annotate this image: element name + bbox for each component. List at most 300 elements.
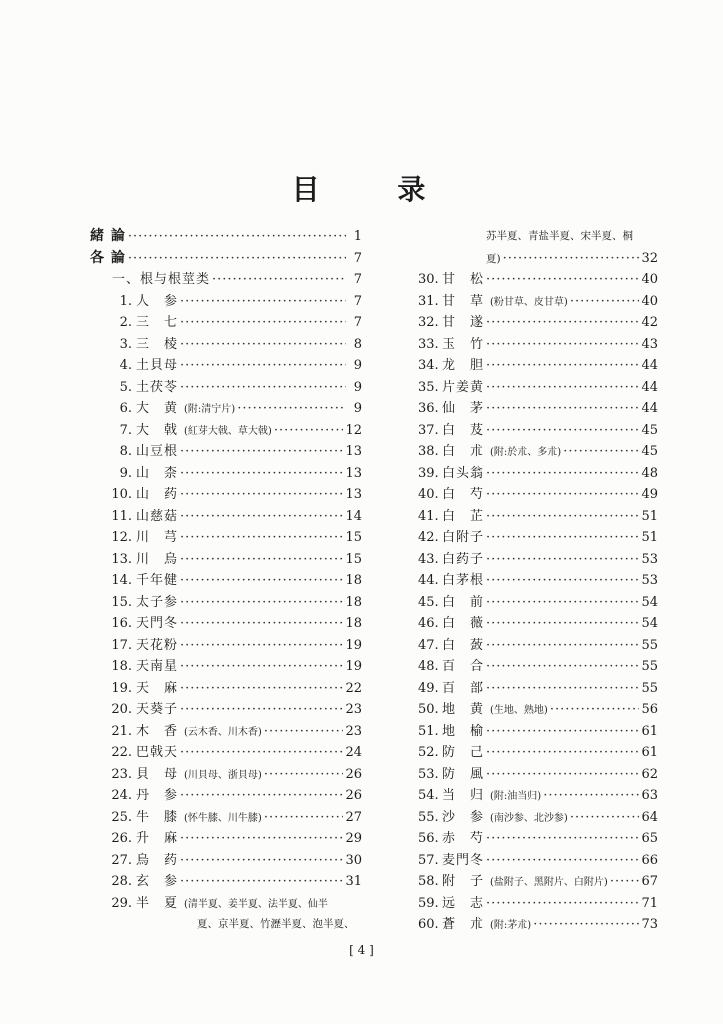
toc-entry-number: 9.: [119, 465, 132, 481]
toc-leader-dots: [486, 656, 639, 678]
toc-leader-dots: [533, 914, 639, 936]
toc-entry-name: 牛 膝: [136, 809, 179, 825]
toc-entry-number: 42.: [418, 530, 439, 545]
toc-page-number: 7: [353, 293, 362, 309]
toc-page-number: 14: [345, 508, 362, 524]
toc-entry: [418, 742, 658, 764]
toc-entry: [90, 226, 362, 248]
toc-entry-name: 山慈菇: [136, 508, 179, 524]
toc-entry: [418, 656, 658, 678]
toc-entry-number: 31.: [418, 293, 439, 309]
toc-leader-dots: [180, 463, 343, 485]
toc-entry-name: 千年健: [136, 573, 179, 588]
toc-entry: [90, 549, 362, 571]
toc-entry: [90, 807, 362, 829]
toc-entry-name: 沙 参: [442, 809, 485, 825]
toc-leader-dots: [486, 828, 639, 850]
toc-page-number: 22: [345, 680, 362, 696]
toc-page-number: 51: [641, 508, 658, 524]
toc-page-number: 66: [641, 852, 658, 868]
toc-page-number: 7: [353, 315, 362, 330]
toc-entry-name: 巴戟天: [136, 745, 179, 760]
toc-entry: [418, 549, 658, 571]
toc-leader-dots: [180, 678, 343, 700]
toc-entry-number: 28.: [111, 874, 132, 889]
toc-entry-name: 仙 茅: [442, 401, 485, 416]
toc-leader-dots: [486, 527, 639, 549]
toc-page-number: 54: [641, 616, 658, 631]
toc-entry-name: 白茅根: [442, 573, 485, 588]
toc-entry-note: (生地、熟地): [490, 705, 548, 716]
toc-entry: [90, 592, 362, 614]
toc-entry-note: (怀牛膝、川牛膝): [184, 812, 262, 824]
toc-entry-name: 大 戟: [136, 422, 179, 438]
toc-leader-dots: [180, 291, 346, 313]
toc-entry-name: 丹 参: [136, 788, 179, 803]
toc-leader-dots: [274, 420, 344, 442]
toc-page-number: 27: [345, 809, 362, 825]
toc-entry-note: (附:清宁片): [184, 404, 236, 415]
toc-page-number: 61: [641, 723, 658, 739]
toc-entry-name: 白 芍: [442, 487, 485, 502]
toc-entry-name: 白药子: [442, 551, 485, 567]
toc-entry: [90, 742, 362, 764]
toc-entry: [90, 785, 362, 807]
toc-leader-dots: [543, 785, 639, 807]
toc-entry-number: 20.: [111, 702, 132, 717]
toc-leader-dots: [486, 721, 639, 743]
toc-leader-dots: [264, 807, 344, 829]
toc-entry-name: 白 芷: [442, 508, 485, 524]
toc-page-number: 61: [641, 745, 658, 760]
toc-entry: [418, 398, 658, 420]
toc-page-number: 1: [353, 229, 362, 244]
toc-continuation-line: 夏、京半夏、竹瀝半夏、泡半夏、: [197, 918, 355, 930]
toc-entry-name: 地 黄: [442, 702, 485, 717]
toc-entry: [418, 377, 658, 399]
toc-entry-number: 41.: [418, 508, 439, 524]
toc-entry-name: 白 蔹: [442, 637, 485, 653]
toc-page-number: 24: [345, 745, 362, 760]
toc-entry-number: 24.: [111, 788, 132, 803]
toc-entry-name: 天 麻: [136, 680, 179, 696]
toc-entry-number: 27.: [111, 852, 132, 868]
toc-entry-number: 4.: [119, 358, 132, 373]
toc-entry-name: 白 薇: [442, 616, 485, 631]
toc-leader-dots: [550, 699, 640, 721]
toc-entry-name: 土貝母: [136, 358, 179, 373]
toc-entry: [418, 463, 658, 485]
toc-entry-number: 14.: [111, 573, 132, 588]
toc-entry-name: 防 己: [442, 745, 485, 760]
toc-page-number: 71: [641, 895, 658, 911]
toc-leader-dots: [180, 570, 343, 592]
toc-leader-dots: [486, 269, 639, 291]
toc-page-number: 55: [641, 637, 658, 653]
toc-entry: [90, 613, 362, 635]
toc-page-number: 56: [641, 702, 658, 717]
toc-leader-dots: [180, 527, 343, 549]
toc-entry-name: 蒼 朮: [442, 917, 485, 932]
toc-entry-number: 40.: [418, 487, 439, 502]
toc-page-number: 40: [641, 293, 658, 309]
toc-entry-name: 貝 母: [136, 766, 179, 782]
toc-page-number: 13: [345, 487, 362, 502]
toc-entry: [418, 699, 658, 721]
toc-leader-dots: [486, 312, 639, 334]
toc-page-number: 51: [641, 530, 658, 545]
toc-entry-note: (盐附子、黑附片、白附片): [490, 877, 608, 888]
toc-entry: [418, 785, 658, 807]
toc-entry-number: 51.: [418, 723, 439, 739]
toc-entry: [418, 506, 658, 528]
toc-entry: [418, 420, 658, 442]
toc-entry-number: 16.: [111, 616, 132, 631]
toc-entry-name: 半 夏: [136, 895, 179, 911]
toc-entry: [418, 484, 658, 506]
toc-entry-number: 47.: [418, 637, 439, 653]
toc-entry-number: 13.: [111, 551, 132, 567]
toc-leader-dots: [486, 570, 639, 592]
toc-leader-dots: [486, 398, 639, 420]
toc-page-number: 26: [345, 788, 362, 803]
toc-entry: [90, 334, 362, 356]
toc-entry-number: 35.: [418, 379, 439, 395]
toc-entry: [90, 656, 362, 678]
toc-entry-number: 56.: [418, 831, 439, 846]
toc-page-number: 67: [641, 874, 658, 889]
toc-entry-number: 44.: [418, 573, 439, 588]
toc-leader-dots: [180, 699, 343, 721]
toc-entry-number: 33.: [418, 336, 439, 352]
toc-entry: [418, 893, 658, 915]
toc-page-number: 42: [641, 315, 658, 330]
toc-entry-number: 22.: [111, 745, 132, 760]
toc-entry-number: 3.: [119, 336, 132, 352]
toc-entry-number: 12.: [111, 530, 132, 545]
toc-page-number: 53: [641, 573, 658, 588]
toc-entry: [418, 914, 658, 936]
toc-heading: 緒 論: [90, 228, 126, 244]
toc-entry: [418, 248, 658, 270]
toc-page-number: 43: [641, 336, 658, 352]
toc-page-number: 30: [345, 852, 362, 868]
toc-entry: [90, 269, 362, 291]
toc-entry-number: 53.: [418, 766, 439, 782]
toc-page-number: 62: [641, 766, 658, 782]
toc-entry: [90, 699, 362, 721]
toc-leader-dots: [486, 355, 639, 377]
toc-leader-dots: [486, 592, 639, 614]
toc-entry-note: (附:於朮、多朮): [490, 447, 562, 458]
toc-entry-name: 川 芎: [136, 530, 179, 545]
toc-entry-name: 三 棱: [136, 336, 179, 352]
toc-entry: [418, 678, 658, 700]
toc-entry-name: 土茯苓: [136, 379, 179, 395]
toc-leader-dots: [180, 334, 346, 356]
toc-page-number: 9: [353, 379, 362, 395]
toc-entry-name: 玄 参: [136, 874, 179, 889]
toc-entry-name: 玉 竹: [442, 336, 485, 352]
toc-entry-name: 甘 草: [442, 293, 485, 309]
toc-leader-dots: [180, 549, 343, 571]
toc-entry-name: 天南星: [136, 659, 179, 674]
toc-entry: [90, 678, 362, 700]
toc-entry-number: 19.: [111, 680, 132, 696]
toc-page-number: 55: [641, 680, 658, 696]
toc-entry-name: 木 香: [136, 723, 179, 739]
toc-entry-name: 山 药: [136, 487, 179, 502]
toc-entry-number: 23.: [111, 766, 132, 782]
toc-entry: [90, 721, 362, 743]
toc-leader-dots: [180, 506, 343, 528]
toc-entry-name: 白 前: [442, 594, 485, 610]
toc-page-number: 31: [345, 874, 362, 889]
toc-entry-number: 43.: [418, 551, 439, 567]
toc-page-number: 26: [345, 766, 362, 782]
toc-continuation-line: 夏): [486, 252, 501, 265]
toc-entry: [90, 527, 362, 549]
toc-entry-number: 32.: [418, 315, 439, 330]
toc-page-number: 8: [353, 336, 362, 352]
toc-entry: [418, 312, 658, 334]
toc-page-number: 15: [345, 530, 362, 545]
toc-entry: [90, 355, 362, 377]
toc-entry: [418, 807, 658, 829]
toc-entry: [90, 850, 362, 872]
toc-entry: [90, 484, 362, 506]
toc-page-number: 7: [353, 250, 362, 266]
toc-entry-number: 36.: [418, 401, 439, 416]
toc-entry: [418, 527, 658, 549]
toc-entry: [418, 721, 658, 743]
toc-page-number: 13: [345, 444, 362, 459]
toc-entry-note: (粉甘草、皮甘草): [490, 296, 568, 308]
toc-entry-name: 片姜黄: [442, 379, 485, 395]
toc-entry-number: 5.: [119, 379, 132, 395]
toc-leader-dots: [486, 377, 639, 399]
toc-entry: [418, 613, 658, 635]
toc-leader-dots: [610, 871, 640, 893]
toc-entry-number: 39.: [418, 465, 439, 481]
toc-leader-dots: [486, 613, 639, 635]
toc-entry: [418, 635, 658, 657]
toc-entry: [418, 592, 658, 614]
toc-entry: [90, 420, 362, 442]
toc-entry-name: 甘 松: [442, 272, 485, 287]
toc-entry: [90, 291, 362, 313]
toc-leader-dots: [128, 248, 346, 270]
toc-entry-number: 10.: [111, 487, 132, 502]
toc-entry: [418, 570, 658, 592]
toc-page-number: 45: [641, 422, 658, 438]
toc-entry-note: (南沙参、北沙参): [490, 812, 568, 824]
toc-entry-number: 6.: [119, 401, 132, 416]
toc-entry: [90, 635, 362, 657]
toc-leader-dots: [180, 742, 343, 764]
toc-page-number: 23: [345, 723, 362, 739]
toc-page-number: 44: [641, 401, 658, 416]
toc-page-number: 65: [641, 831, 658, 846]
toc-entry: [418, 850, 658, 872]
toc-leader-dots: [180, 441, 343, 463]
toc-entry-number: 11.: [111, 508, 132, 524]
toc-entry-name: 天門冬: [136, 616, 179, 631]
toc-entry-name: 山豆根: [136, 444, 179, 459]
toc-entry-note: (川貝母、浙貝母): [184, 769, 262, 781]
page-title: 目 录: [291, 173, 460, 206]
toc-page-number: 15: [345, 551, 362, 567]
toc-leader-dots: [570, 807, 640, 829]
toc-entry-name: 三 七: [136, 315, 179, 330]
toc-leader-dots: [563, 441, 639, 463]
toc-page-number: 54: [641, 594, 658, 610]
toc-page-number: 19: [345, 637, 362, 653]
toc-entry-name: 白附子: [442, 530, 485, 545]
toc-entry-note: (附:油当归): [490, 791, 542, 802]
toc-leader-dots: [486, 549, 639, 571]
toc-entry-name: 白头翁: [442, 465, 485, 481]
toc-entry: [418, 871, 658, 893]
toc-entry-number: 8.: [119, 444, 132, 459]
toc-leader-dots: [180, 312, 346, 334]
toc-leader-dots: [180, 850, 343, 872]
toc-entry-number: 37.: [418, 422, 439, 438]
toc-entry-name: 天花粉: [136, 637, 179, 653]
toc-entry-number: 59.: [418, 895, 439, 911]
toc-entry-number: 21.: [111, 723, 132, 739]
toc-entry-name: 防 風: [442, 766, 485, 782]
toc-page-number: 12: [345, 422, 362, 438]
toc-entry: [418, 828, 658, 850]
toc-leader-dots: [212, 269, 346, 291]
toc-entry-number: 49.: [418, 680, 439, 696]
toc-page-number: 45: [641, 444, 658, 459]
toc-entry-number: 29.: [111, 895, 132, 911]
toc-page-number: 63: [641, 788, 658, 803]
toc-leader-dots: [486, 506, 639, 528]
toc-entry-name: 天葵子: [136, 702, 179, 717]
toc-entry: [418, 291, 658, 313]
toc-entry: [418, 355, 658, 377]
toc-entry-number: 7.: [119, 422, 132, 438]
toc-entry-number: 26.: [111, 831, 132, 846]
toc-entry-number: 52.: [418, 745, 439, 760]
toc-entry-name: 地 榆: [442, 723, 485, 739]
toc-entry-name: 远 志: [442, 895, 485, 911]
toc-entry-name: 升 麻: [136, 831, 179, 846]
page-number: [ 4 ]: [349, 943, 374, 957]
toc-entry-number: 17.: [111, 637, 132, 653]
toc-entry: [418, 334, 658, 356]
toc-page-number: 23: [345, 702, 362, 717]
toc-page-number: 64: [641, 809, 658, 825]
toc-leader-dots: [570, 291, 640, 313]
toc-entry: [90, 377, 362, 399]
toc-entry-name: 川 烏: [136, 551, 179, 567]
toc-leader-dots: [486, 893, 639, 915]
toc-entry-number: 38.: [418, 444, 439, 459]
toc-entry-name: 太子参: [136, 594, 179, 610]
toc-leader-dots: [486, 463, 639, 485]
toc-entry-name: 赤 芍: [442, 831, 485, 846]
toc-entry-name: 白 朮: [442, 444, 485, 459]
toc-leader-dots: [128, 226, 346, 248]
toc-entry-note: (清半夏、姜半夏、法半夏、仙半: [184, 898, 328, 910]
toc-page-number: 44: [641, 379, 658, 395]
toc-page-number: 18: [345, 616, 362, 631]
toc-entry-number: 48.: [418, 659, 439, 674]
toc-leader-dots: [264, 721, 344, 743]
toc-entry-name: 龙 胆: [442, 358, 485, 373]
toc-leader-dots: [180, 635, 343, 657]
toc-leader-dots: [180, 656, 343, 678]
toc-entry-number: 46.: [418, 616, 439, 631]
toc-leader-dots: [264, 764, 344, 786]
toc-entry-name: 百 部: [442, 680, 485, 696]
toc-entry-name: 大 黄: [136, 401, 179, 416]
toc-page-number: 13: [345, 465, 362, 481]
toc-entry-number: 55.: [418, 809, 439, 825]
toc-entry-name: 山 柰: [136, 465, 179, 481]
toc-entry: [90, 871, 362, 893]
toc-leader-dots: [486, 484, 639, 506]
toc-page-number: 18: [345, 573, 362, 588]
toc-leader-dots: [486, 764, 639, 786]
toc-entry-number: 30.: [418, 272, 439, 287]
toc-leader-dots: [503, 248, 640, 270]
toc-entry-name: 麦門冬: [442, 852, 485, 868]
toc-page-number: 32: [641, 250, 658, 266]
toc-entry-name: 人 参: [136, 293, 179, 309]
toc-entry-number: 58.: [418, 874, 439, 889]
toc-entry-number: 34.: [418, 358, 439, 373]
toc-entry-number: 54.: [418, 788, 439, 803]
toc-entry: [90, 506, 362, 528]
toc-entry: [90, 828, 362, 850]
toc-entry-number: 60.: [418, 917, 439, 932]
toc-entry-name: 百 合: [442, 659, 485, 674]
toc-left-column: [90, 226, 362, 936]
toc-entry: [418, 269, 658, 291]
toc-entry: [90, 764, 362, 786]
toc-page-number: 19: [345, 659, 362, 674]
toc-page-number: 7: [353, 272, 362, 287]
toc-leader-dots: [180, 828, 343, 850]
toc-entry: [90, 570, 362, 592]
toc-entry: [418, 764, 658, 786]
toc-leader-dots: [486, 334, 639, 356]
toc-page-number: 55: [641, 659, 658, 674]
toc-entry-number: 1.: [119, 293, 132, 309]
toc-entry: [90, 893, 362, 915]
toc-entry-note: (云木香、川木香): [184, 726, 262, 738]
toc-page-number: 53: [641, 551, 658, 567]
toc-leader-dots: [180, 592, 343, 614]
toc-entry: [90, 248, 362, 270]
toc-page-number: 44: [641, 358, 658, 373]
toc-entry-number: 50.: [418, 702, 439, 717]
toc-entry-name: 烏 药: [136, 852, 179, 868]
toc-entry: [90, 463, 362, 485]
toc-page-number: 18: [345, 594, 362, 610]
toc-entry-number: 57.: [418, 852, 439, 868]
toc-entry: [90, 398, 362, 420]
toc-page-number: 29: [345, 831, 362, 846]
toc-entry: [90, 312, 362, 334]
toc-entry-name: 当 归: [442, 788, 485, 803]
toc-page-number: 9: [353, 401, 362, 416]
